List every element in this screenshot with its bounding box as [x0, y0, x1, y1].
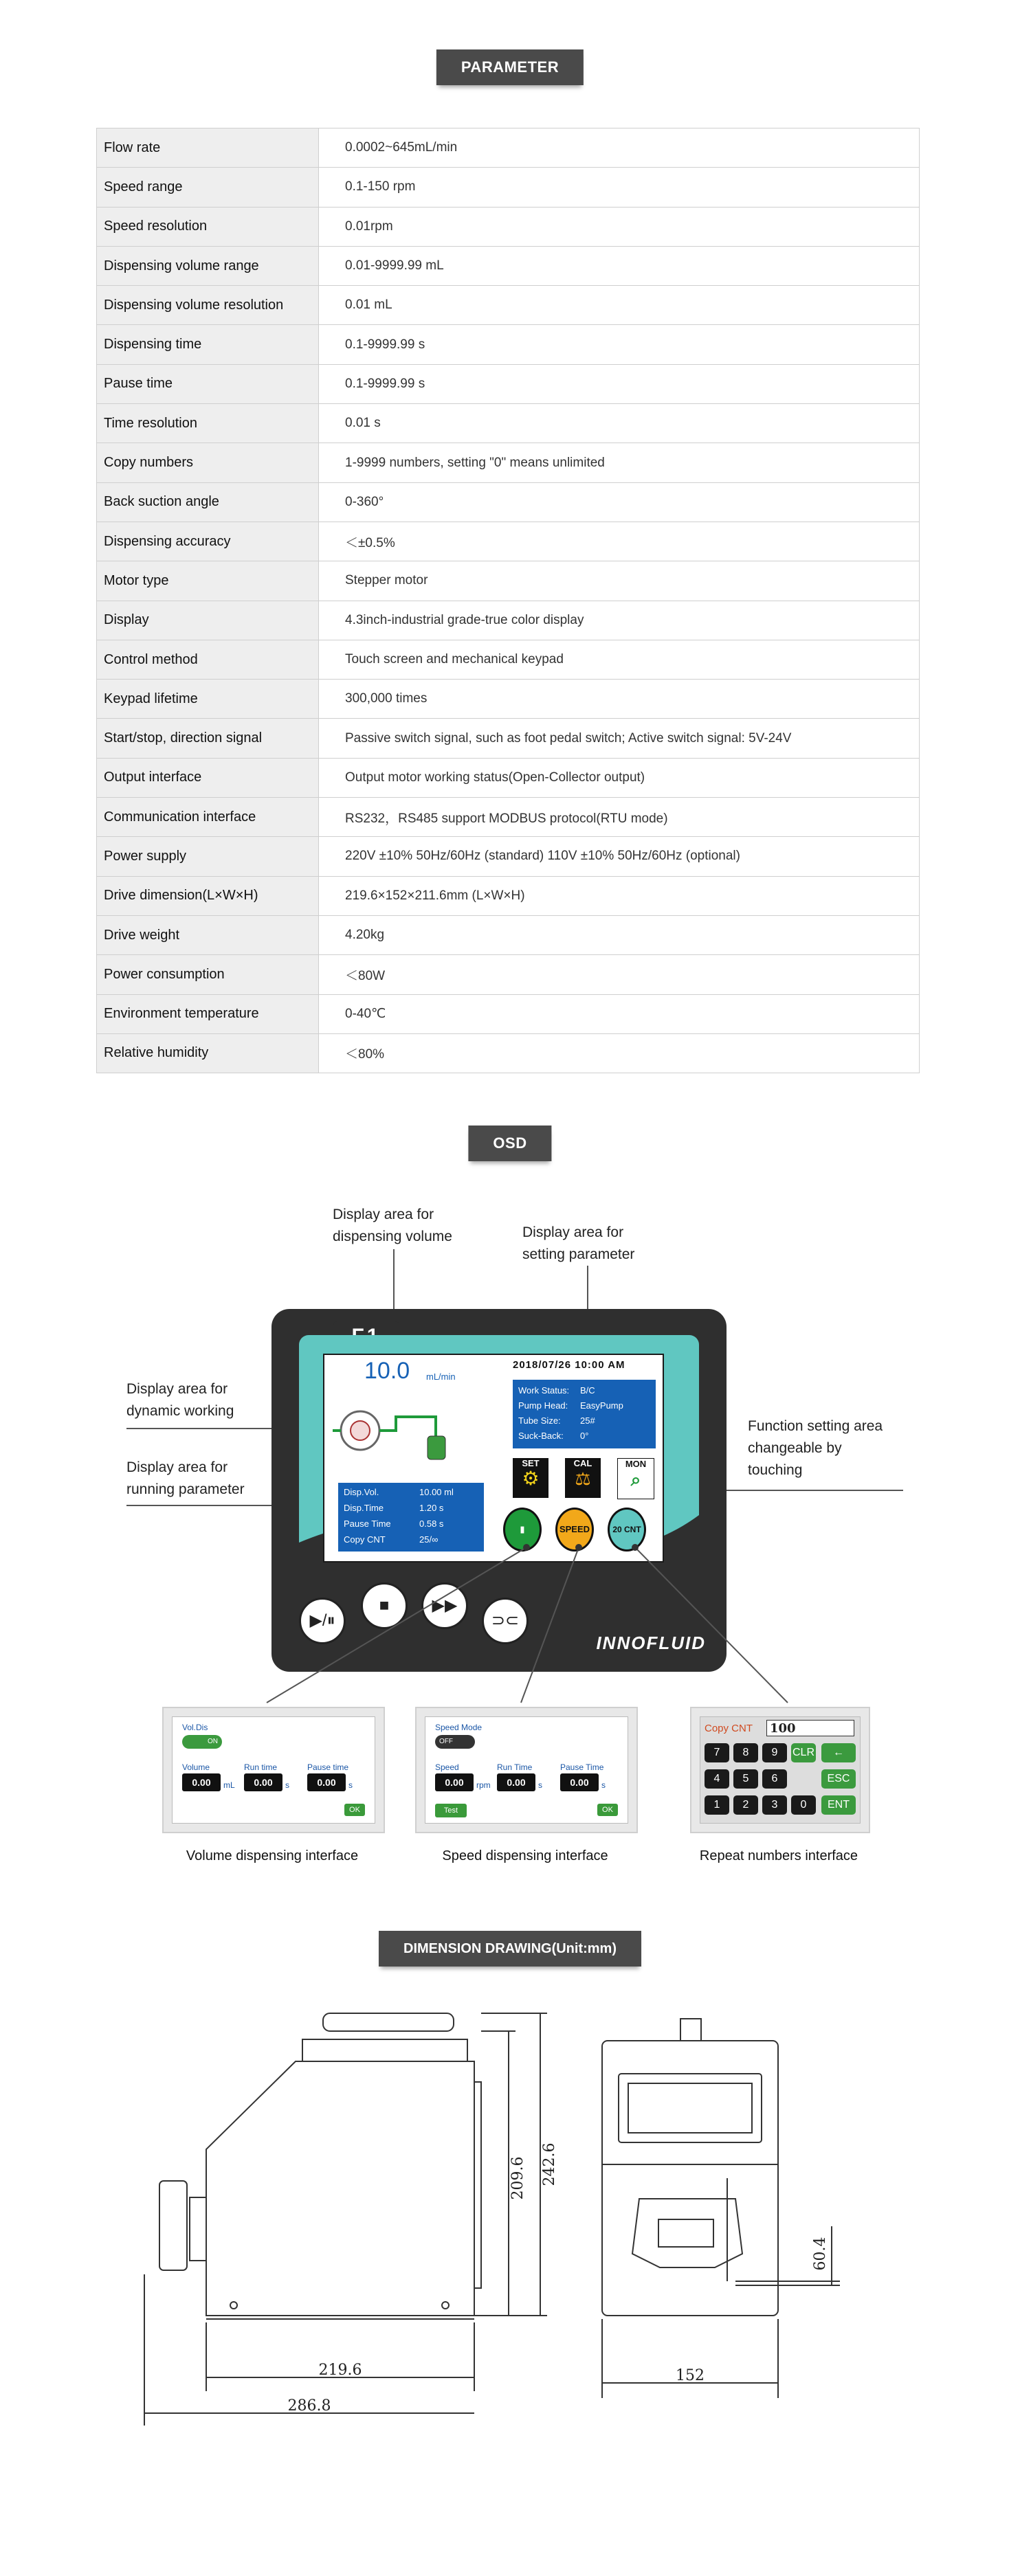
run-pause-button[interactable]: ▶/⏸: [299, 1598, 346, 1644]
test-button[interactable]: Test: [435, 1804, 467, 1817]
parameter-row: [97, 404, 920, 443]
callout-line: dispensing volume: [333, 1229, 452, 1244]
parameter-row: [97, 286, 920, 325]
callout-line: Display area for: [333, 1207, 434, 1222]
datetime: 2018/07/26 10:00 AM: [513, 1359, 625, 1371]
parameter-value: 4.20kg: [319, 915, 920, 954]
dim-length-a: 219.6: [318, 2362, 362, 2379]
dim-height-a: 209.6: [509, 2156, 526, 2200]
side-body-outline: [206, 2061, 474, 2316]
flow-unit: mL/min: [426, 1371, 456, 1382]
keypad-key[interactable]: 0: [791, 1795, 816, 1815]
balance-icon: ⚖: [575, 1468, 591, 1489]
callout-dispensing-volume: [333, 1204, 452, 1248]
parameter-row: [97, 719, 920, 758]
callout-line: Display area for: [126, 1459, 228, 1475]
field-value[interactable]: 0.00: [497, 1773, 535, 1791]
interface-leaders: [0, 1532, 1020, 1718]
parameter-value: RS232，RS485 support MODBUS protocol(RTU mode): [319, 798, 920, 837]
count-mode-label: 20 CNT: [612, 1525, 641, 1534]
parameter-key: Output interface: [97, 758, 319, 797]
run-label: Disp.Time: [344, 1503, 384, 1513]
mon-tile[interactable]: [617, 1458, 654, 1499]
parameter-value: 0.01-9999.99 mL: [319, 246, 920, 285]
parameter-row: [97, 837, 920, 876]
parameter-value: 0.01 mL: [319, 286, 920, 325]
parameter-key: Copy numbers: [97, 443, 319, 482]
parameter-row: [97, 798, 920, 837]
parameter-value: 0-40℃: [319, 994, 920, 1033]
mode-label: Vol.Dis: [182, 1723, 208, 1732]
keypad-key[interactable]: 6: [762, 1769, 787, 1789]
pump-diagram-icon: [333, 1396, 477, 1465]
callout-line: changeable by: [748, 1440, 842, 1456]
run-value: 25/∞: [419, 1534, 439, 1545]
device-screen: [323, 1354, 664, 1563]
parameter-key: Back suction angle: [97, 482, 319, 522]
keypad-key[interactable]: 2: [733, 1795, 758, 1815]
parameter-value: Touch screen and mechanical keypad: [319, 640, 920, 679]
parameter-key: Drive dimension(L×W×H): [97, 876, 319, 915]
dim-length-b: 286.8: [287, 2397, 331, 2415]
volume-mode-icon[interactable]: ▮: [503, 1508, 542, 1552]
field-label: Run time: [244, 1762, 278, 1772]
parameter-key: Dispensing time: [97, 325, 319, 364]
parameter-key: Time resolution: [97, 404, 319, 443]
set-tile[interactable]: [513, 1458, 548, 1498]
status-label: Work Status:: [518, 1385, 570, 1396]
speed-mode-label: SPEED: [559, 1524, 590, 1534]
dim-height-b: 242.6: [541, 2142, 558, 2186]
callout-setting-parameter: [522, 1222, 634, 1266]
parameter-value: 0.1-9999.99 s: [319, 364, 920, 403]
parameter-key: Communication interface: [97, 798, 319, 837]
status-value: 0°: [580, 1431, 589, 1441]
handle-shape: [323, 2013, 454, 2031]
speed-interface-caption: Speed dispensing interface: [442, 1848, 608, 1863]
parameter-value: 0-360°: [319, 482, 920, 522]
copy-value-field[interactable]: 100: [766, 1720, 854, 1736]
field-value[interactable]: 0.00: [435, 1773, 474, 1791]
parameter-value: 0.1-150 rpm: [319, 168, 920, 207]
parameter-key: Environment temperature: [97, 994, 319, 1033]
status-value: 25#: [580, 1415, 595, 1426]
parameter-value: 219.6×152×211.6mm (L×W×H): [319, 876, 920, 915]
parameter-key: Display: [97, 601, 319, 640]
parameter-row: [97, 522, 920, 561]
mode-toggle[interactable]: OFF: [435, 1735, 475, 1749]
dim-tube-height: 60.4: [812, 2237, 829, 2271]
field-unit: rpm: [476, 1780, 491, 1790]
parameter-row: [97, 168, 920, 207]
cal-tile-label: CAL: [573, 1458, 592, 1468]
keypad-key[interactable]: CLR: [791, 1743, 816, 1762]
parameter-key: Power supply: [97, 837, 319, 876]
status-value: B/C: [580, 1385, 595, 1396]
callout-line: running parameter: [126, 1481, 245, 1497]
parameter-value: ＜±0.5%: [319, 522, 920, 561]
monitor-icon: ⌕: [630, 1469, 641, 1490]
parameter-key: Power consumption: [97, 955, 319, 994]
field-label: Run Time: [497, 1762, 533, 1772]
brand-logo: INNOFLUID: [596, 1633, 706, 1653]
copy-label: Copy CNT: [705, 1723, 753, 1734]
field-unit: s: [601, 1780, 606, 1790]
field-value[interactable]: 0.00: [182, 1773, 221, 1791]
parameter-value: 4.3inch-industrial grade-true color display: [319, 601, 920, 640]
parameter-row: [97, 680, 920, 719]
repeat-interface-screen: [690, 1707, 870, 1833]
parameter-key: Control method: [97, 640, 319, 679]
osd-section-label: OSD: [468, 1125, 551, 1161]
parameter-key: Keypad lifetime: [97, 680, 319, 719]
field-unit: s: [538, 1780, 542, 1790]
parameter-key: Speed resolution: [97, 207, 319, 246]
callout-line: setting parameter: [522, 1246, 635, 1262]
parameter-key: Dispensing volume range: [97, 246, 319, 285]
parameter-key: Start/stop, direction signal: [97, 719, 319, 758]
keypad-key[interactable]: 4: [705, 1769, 729, 1789]
parameter-key: Motor type: [97, 561, 319, 601]
callout-line: Display area for: [522, 1224, 624, 1240]
ok-button[interactable]: OK: [597, 1804, 618, 1816]
parameter-key: Dispensing volume resolution: [97, 286, 319, 325]
parameter-value: 0.0002~645mL/min: [319, 128, 920, 168]
mode-toggle[interactable]: ON: [182, 1735, 222, 1749]
field-label: Speed: [435, 1762, 459, 1772]
status-label: Suck-Back:: [518, 1431, 564, 1441]
field-label: Volume: [182, 1762, 210, 1772]
ok-button[interactable]: OK: [344, 1804, 365, 1816]
parameter-row: [97, 482, 920, 522]
mon-tile-label: MON: [625, 1459, 647, 1469]
status-label: Tube Size:: [518, 1415, 561, 1426]
field-label: Pause time: [307, 1762, 349, 1772]
parameter-section-label: PARAMETER: [436, 49, 584, 85]
dimension-drawing: [0, 1993, 1020, 2432]
parameter-key: Relative humidity: [97, 1033, 319, 1073]
parameter-value: 0.01rpm: [319, 207, 920, 246]
keypad-key[interactable]: 1: [705, 1795, 729, 1815]
cal-tile[interactable]: [565, 1458, 601, 1498]
parameter-value: Passive switch signal, such as foot pedal switch; Active switch signal: 5V-24V: [319, 719, 920, 758]
field-unit: s: [348, 1780, 353, 1790]
field-value[interactable]: 0.00: [560, 1773, 599, 1791]
direction-button[interactable]: ⊃⊂: [482, 1598, 529, 1644]
keypad-key[interactable]: 7: [705, 1743, 729, 1762]
parameter-value: 0.1-9999.99 s: [319, 325, 920, 364]
parameter-key: Flow rate: [97, 128, 319, 168]
parameter-row: [97, 994, 920, 1033]
run-label: Copy CNT: [344, 1534, 386, 1545]
stop-button[interactable]: ■: [361, 1582, 408, 1629]
flow-value: 10.0: [364, 1358, 410, 1384]
keypad-key[interactable]: 9: [762, 1743, 787, 1762]
parameter-row: [97, 128, 920, 168]
parameter-row: [97, 758, 920, 797]
run-value: 1.20 s: [419, 1503, 444, 1513]
parameter-row: [97, 955, 920, 994]
mode-label: Speed Mode: [435, 1723, 483, 1732]
volume-interface-caption: Volume dispensing interface: [186, 1848, 359, 1863]
parameter-row: [97, 443, 920, 482]
parameter-row: [97, 915, 920, 954]
parameter-row: [97, 640, 920, 679]
parameter-value: 0.01 s: [319, 404, 920, 443]
field-label: Pause Time: [560, 1762, 604, 1772]
field-unit: s: [285, 1780, 289, 1790]
callout-line: touching: [748, 1462, 803, 1478]
esc-key[interactable]: ESC: [821, 1769, 856, 1789]
status-label: Pump Head:: [518, 1400, 568, 1411]
run-label: Pause Time: [344, 1519, 391, 1529]
parameter-row: [97, 207, 920, 246]
fast-forward-button[interactable]: ▶▶: [421, 1582, 468, 1629]
parameter-row: [97, 601, 920, 640]
field-unit: mL: [223, 1780, 235, 1790]
parameter-value: 300,000 times: [319, 680, 920, 719]
callout-line: Function setting area: [748, 1418, 883, 1434]
set-tile-label: SET: [522, 1458, 540, 1468]
parameter-value: ＜80W: [319, 955, 920, 994]
parameter-row: [97, 876, 920, 915]
callout-function-setting: [748, 1415, 883, 1481]
parameter-row: [97, 1033, 920, 1073]
gear-icon: ⚙: [522, 1468, 540, 1489]
callout-running-parameter: [126, 1457, 245, 1501]
parameter-key: Speed range: [97, 168, 319, 207]
status-value: EasyPump: [580, 1400, 623, 1411]
dimension-section-label: DIMENSION DRAWING(Unit:mm): [379, 1931, 641, 1967]
parameter-key: Drive weight: [97, 915, 319, 954]
parameter-table: [96, 128, 920, 1073]
callout-line: Display area for: [126, 1381, 228, 1397]
parameter-row: [97, 325, 920, 364]
field-value[interactable]: 0.00: [244, 1773, 282, 1791]
keypad-key[interactable]: 8: [733, 1743, 758, 1762]
dim-width: 152: [676, 2367, 705, 2384]
callout-line: dynamic working: [126, 1403, 234, 1419]
parameter-row: [97, 246, 920, 285]
parameter-row: [97, 364, 920, 403]
parameter-key: Dispensing accuracy: [97, 522, 319, 561]
repeat-interface-caption: Repeat numbers interface: [699, 1848, 858, 1863]
enter-key[interactable]: ENT: [821, 1795, 856, 1815]
callout-dynamic-working: [126, 1378, 234, 1422]
parameter-key: Pause time: [97, 364, 319, 403]
speed-interface-screen: [415, 1707, 638, 1833]
status-panel: [513, 1380, 656, 1448]
parameter-value: 1-9999 numbers, setting "0" means unlimited: [319, 443, 920, 482]
parameter-value: ＜80%: [319, 1033, 920, 1073]
backspace-key[interactable]: ←: [821, 1743, 856, 1762]
parameter-row: [97, 561, 920, 601]
parameter-value: Stepper motor: [319, 561, 920, 601]
parameter-value: 220V ±10% 50Hz/60Hz (standard) 110V ±10% 50Hz/60Hz (optional): [319, 837, 920, 876]
parameter-value: Output motor working status(Open-Collector output): [319, 758, 920, 797]
run-value: 0.58 s: [419, 1519, 444, 1529]
run-label: Disp.Vol.: [344, 1487, 379, 1497]
keypad-key[interactable]: 3: [762, 1795, 787, 1815]
front-body-outline: [602, 2041, 778, 2316]
keypad-key[interactable]: 5: [733, 1769, 758, 1789]
volume-interface-screen: [162, 1707, 385, 1833]
run-value: 10.00 ml: [419, 1487, 454, 1497]
field-value[interactable]: 0.00: [307, 1773, 346, 1791]
